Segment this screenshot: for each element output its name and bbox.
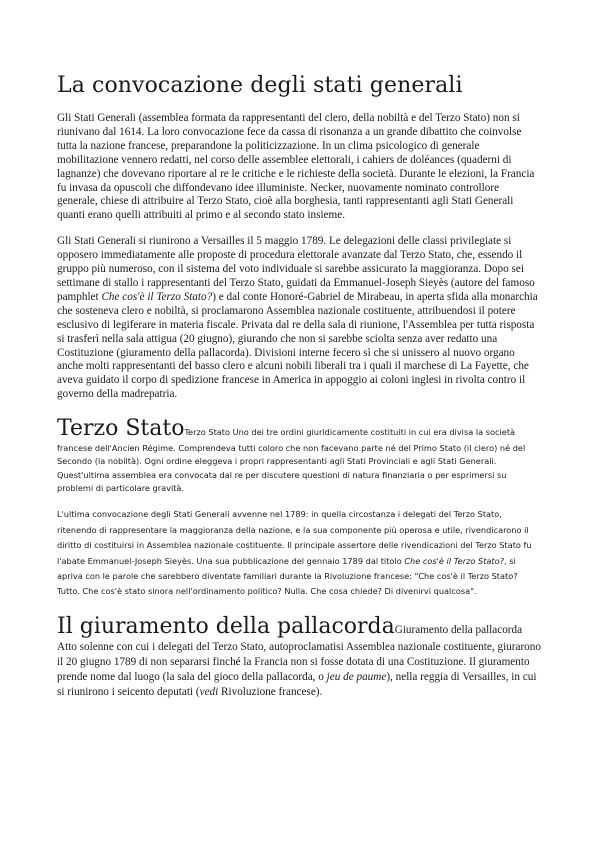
versailles-text-1: Gli Stati Generali si riunirono a Versailles il 5 maggio 1789. Le delegazioni delle classi privilegiate si opposero immediatamente alle proposte di procedura elettorale avanzate dal Terzo Stato, che, essendo il gruppo più numeroso, con il sistema del voto individuale si sarebbe assicurato la maggioranza. Dopo sei settimane di stallo i rappresentanti del Terzo Stato, guidati da Emmanuel-Joseph Sieyès (autore del famoso pamphlet: [57, 235, 535, 303]
vedi-reference: vedi: [199, 686, 219, 699]
versailles-text-2: ) e dal conte Honoré-Gabriel de Mirabeau, in aperta sfida alla monarchia che sosteneva clero e nobiltà, si proclamarono Assemblea nazionale costituente, attribuendosi il potere esclusivo di legiferare in materia fiscale. Privata dal re della sala di riunione, l'Assemblea per tutta risposta si trasferì nella sala attigua (20 giugno), giurando che non si sarebbe sciolta senza aver redatto una Costituzione (giuramento della pallacorda). Divisioni interne fecero sì che si unissero al nuovo organo anche molti rappresentanti del basso clero e alcuni nobili liberali tra i quali il marchese di La Fayette, che aveva guidato il corpo di spedizione francese in America in appoggio ai coloni inglesi in rivolta contro il governo della madrepatria.: [57, 290, 538, 401]
terzo-stato-text-2: , si apriva con le parole che sarebbero diventate familiari durante la Rivoluzione francese: "Che cos'è il Terzo Stato? Tutto. Che cos'è stato sinora nell'ordinamento politico? Nulla. Che cosa chiede? Di divenirvi qualcosa".: [57, 555, 518, 597]
terzo-stato-paragraph: [57, 507, 541, 599]
sieyes-pamphlet-title: Che cos'è il Terzo Stato?: [404, 555, 504, 566]
terzo-stato-section: [57, 416, 541, 600]
terzo-stato-definition-text: Terzo Stato Uno dei tre ordini giuridicamente costituiti in cui era divisa la società francese dell'Ancien Régime. Comprendeva tutti coloro che non facevano parte né del Primo Stato (il clero) né del Secondo (la nobiltà). Ogni ordine eleggeva i propri rappresentanti agli Stati Provinciali e agli Stati Generali. Quest'ultima assemblea era convocata dal re per discutere questioni di natura finanziaria o per esprimersi su problemi di particolare gravità.: [57, 427, 526, 494]
giuramento-paragraph: [57, 614, 541, 701]
versailles-paragraph: [57, 235, 541, 402]
giuramento-text-1: Giuramento della pallacorda Atto solenne con cui i delegati del Terzo Stato, autoproclamatisi Assemblea nazionale costituente, giurarono il 20 giugno 1789 di non separarsi finché la Francia non si fosse dotata di una Costituzione. Il giuramento prende nome dal luogo (la sala del gioco della pallacorda, o: [57, 623, 541, 684]
terzo-stato-definition: [57, 416, 541, 495]
intro-paragraph: Gli Stati Generali (assemblea formata da rappresentanti del clero, della nobiltà e del Terzo Stato) non si riunivano dal 1614. La loro convocazione fece da cassa di risonanza a un grande dibattito che coinvolse tutta la nazione francese, preparandone la politicizzazione. In un clima psicologico di generale mobilitazione vennero redatti, nel corso delle assemblee elettorali, i cahiers de doléances (quaderni di lagnanze) che dovevano riportare al re le critiche e le richieste della società. Durante le elezioni, la Francia fu invasa da opuscoli che diffondevano idee illuministe. Necker, nuovamente nominato controllore generale, chiese di attribuire al Terzo Stato, cioè alla borghesia, tanti rappresentanti agli Stati Generali quanti erano quelli attribuiti al primo e al secondo stato insieme.: [57, 112, 535, 222]
giuramento-text-3: Rivoluzione francese).: [218, 686, 323, 699]
document-page: [57, 72, 541, 701]
terzo-stato-heading: Terzo Stato: [57, 416, 185, 442]
giuramento-section: [57, 614, 541, 701]
terzo-stato-text-1: L'ultima convocazione degli Stati Generali avvenne nel 1789: in quella circostanza i delegati del Terzo Stato, ritenendo di rappresentare la maggioranza della nazione, e la sua componente più operosa e utile, rivendicarono il diritto di costituirsi in Assemblea nazionale costituente. Il principale assertore delle rivendicazioni del Terzo Stato fu l'abate Emmanuel-Joseph Sieyès. Una sua pubblicazione del gennaio 1789 dal titolo: [57, 509, 532, 566]
giuramento-heading: Il giuramento della pallacorda: [57, 613, 395, 639]
jeu-de-paume: jeu de paume: [326, 671, 387, 684]
page-title: La convocazione degli stati generali: [57, 73, 463, 98]
giuramento-text-2: ), nella reggia di Versailles, in cui si riunirono i seicento deputati (: [57, 671, 537, 699]
pamphlet-title: Che cos'è il Terzo Stato?: [101, 290, 213, 303]
